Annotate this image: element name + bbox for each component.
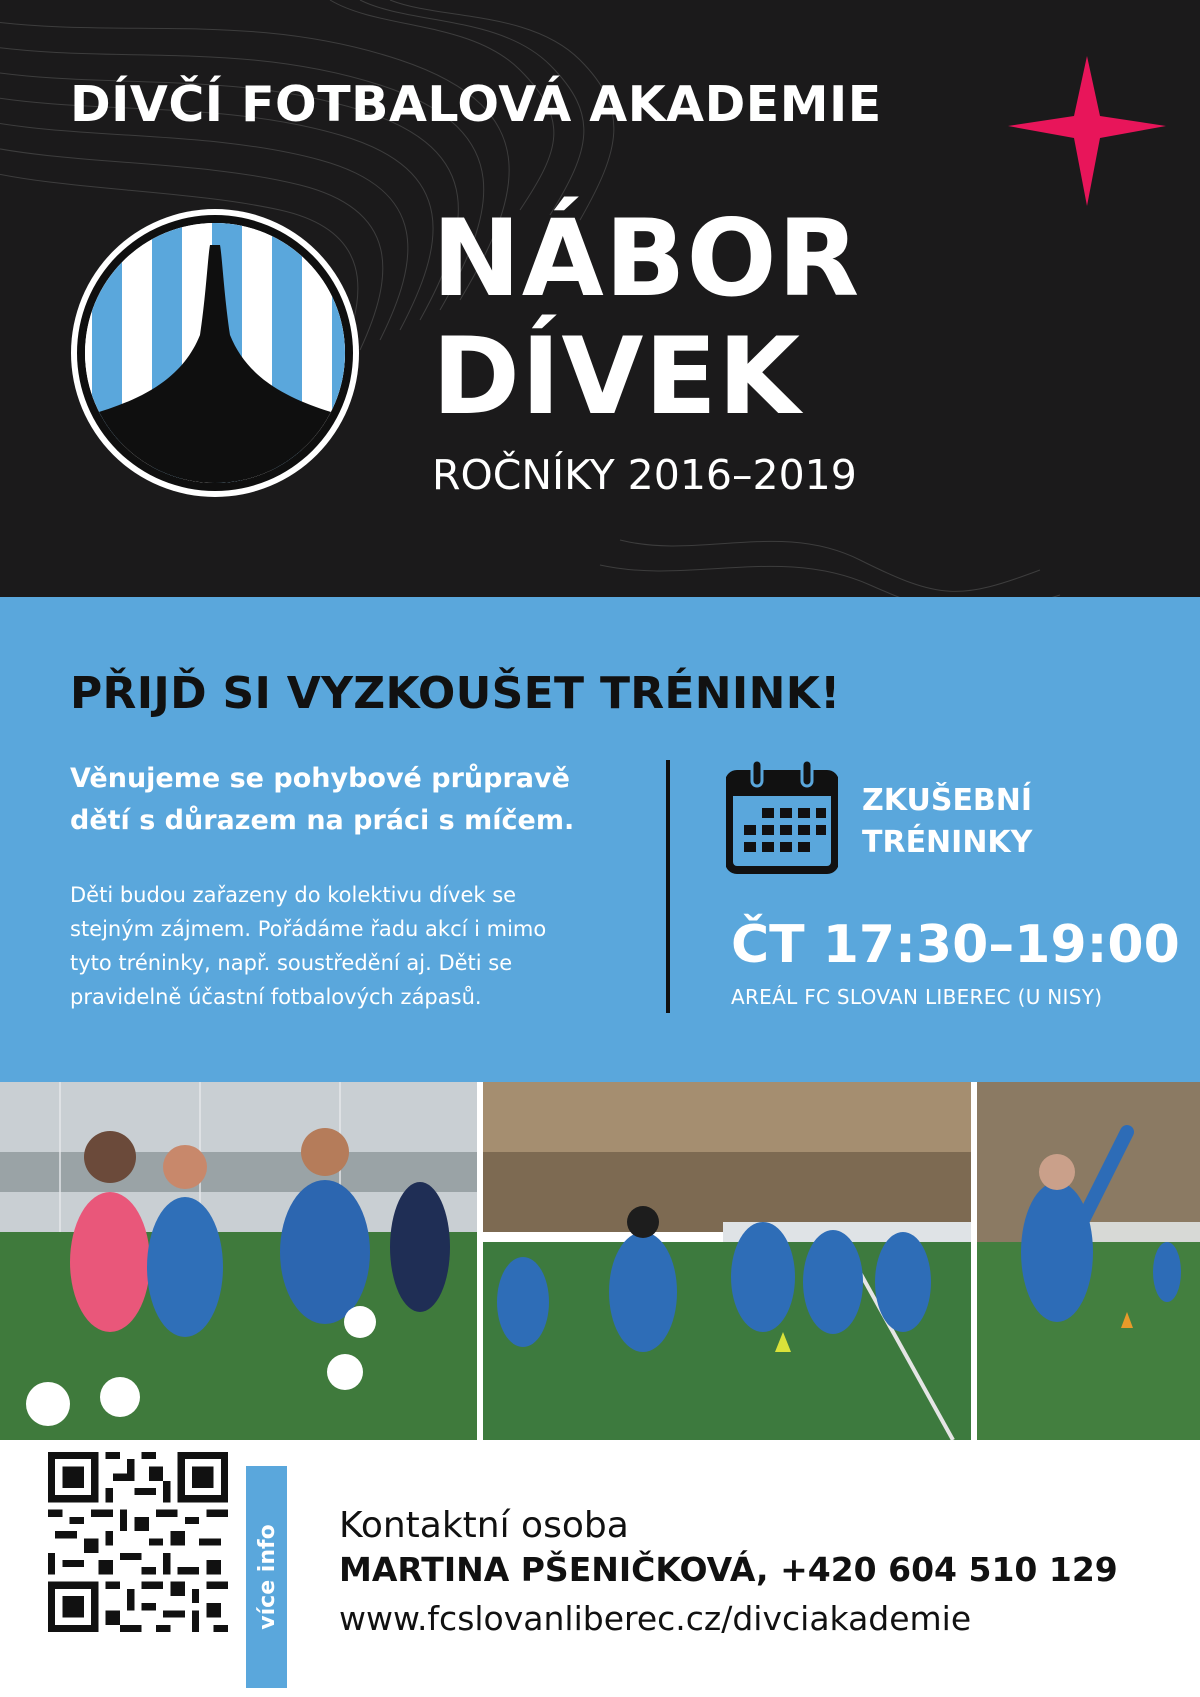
- body-text-line: tyto tréninky, např. soustředění aj. Děti se: [70, 951, 513, 975]
- body-text-line: pravidelně účastní fotbalových zápasů.: [70, 985, 482, 1009]
- training-photo-1: [0, 1082, 477, 1440]
- main-title-line2: DÍVEK: [432, 315, 802, 438]
- body-text-line: Děti budou zařazeny do kolektivu dívek se: [70, 883, 517, 907]
- four-point-star-icon: [1008, 56, 1166, 206]
- header-band: [0, 0, 1200, 597]
- contact-url-link[interactable]: www.fcslovanliberec.cz/divciakademie: [339, 1599, 972, 1638]
- trial-label-line2: TRÉNINKY: [862, 825, 1033, 860]
- training-venue: AREÁL FC SLOVAN LIBEREC (U NISY): [731, 985, 1103, 1009]
- lead-text-line2: dětí s důrazem na práci s míčem.: [70, 805, 575, 836]
- body-text-line: stejným zájmem. Pořádáme řadu akcí i mimo: [70, 917, 547, 941]
- training-photo-3: [977, 1082, 1200, 1440]
- contact-name-phone: MARTINA PŠENIČKOVÁ, +420 604 510 129: [339, 1550, 1118, 1589]
- training-photo-2: [483, 1082, 971, 1440]
- training-time: ČT 17:30–19:00: [731, 915, 1180, 975]
- more-info-label: více info: [255, 1524, 280, 1630]
- lead-text-line1: Věnujeme se pohybové průpravě: [70, 763, 570, 794]
- calendar-icon: [726, 758, 838, 874]
- trial-label-line1: ZKUŠEBNÍ: [862, 783, 1033, 818]
- qr-code[interactable]: [48, 1452, 228, 1632]
- club-logo: [70, 205, 360, 500]
- birth-years: ROČNÍKY 2016–2019: [432, 451, 857, 499]
- headline: PŘIJĎ SI VYZKOUŠET TRÉNINK!: [70, 668, 841, 719]
- main-title-line1: NÁBOR: [432, 197, 861, 320]
- contact-label: Kontaktní osoba: [339, 1505, 629, 1546]
- vertical-divider: [666, 760, 670, 1013]
- academy-title: DÍVČÍ FOTBALOVÁ AKADEMIE: [70, 76, 882, 133]
